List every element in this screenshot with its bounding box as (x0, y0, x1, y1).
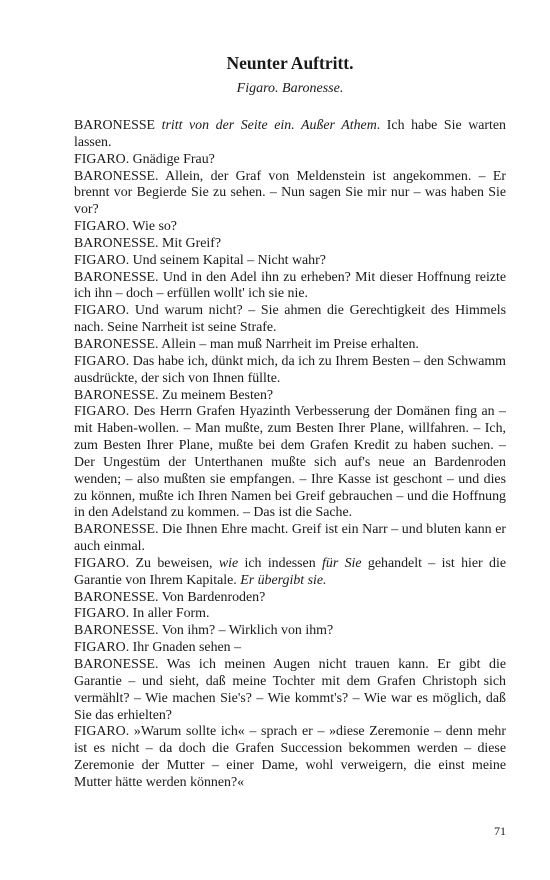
dialogue-text: BARONESSE. Von ihm? – Wirklich von ihm? (74, 623, 334, 639)
dialogue-text: FIGARO. Und seinem Kapital – Nicht wahr? (74, 252, 326, 268)
stage-direction: Er übergibt sie. (240, 572, 327, 588)
dialogue-text: FIGARO. Wie so? (74, 219, 177, 235)
dialogue-text: FIGARO. Und warum nicht? – Sie ahmen die Gerechtigkeit des Himmels nach. Seine Narrheit ist seine Strafe. (74, 303, 506, 336)
dialogue-text: FIGARO. Ihr Gnaden sehen – (74, 640, 242, 656)
dialogue-paragraph (74, 236, 506, 253)
dialogue-text: FIGARO. In aller Form. (74, 606, 210, 622)
dialogue-text: . Ich habe Sie warten lassen. (74, 118, 506, 150)
dialogue-paragraph (74, 640, 506, 657)
dialogue-text: ich indessen (238, 555, 323, 571)
page-number: 71 (494, 824, 506, 838)
page-content (74, 52, 506, 792)
dialogue-paragraph (74, 253, 506, 270)
dialogue-paragraph (74, 522, 506, 556)
dialogue-text: BARONESSE. Und in den Adel ihn zu erheben? Mit dieser Hoffnung reizte ich ihn – doch – erfüllen wollt' ich sie nie. (74, 269, 506, 302)
dialogue-text: BARONESSE. Mit Greif? (74, 235, 222, 251)
dialogue-text: BARONESSE. Allein, der Graf von Meldenstein ist angekommen. – Er brennt vor Begierde Sie zu sehen. – Nun sagen Sie mir nur – was haben Sie vor? (74, 168, 506, 218)
dialogue-text: FIGARO. Gnädige Frau? (74, 151, 215, 167)
dialogue-paragraph (74, 590, 506, 607)
dialogue-text: BARONESSE. Von Bardenroden? (74, 589, 266, 605)
dialogue-text: FIGARO. Das habe ich, dünkt mich, da ich zu Ihrem Besten – den Schwamm ausdrückte, der sich von Ihnen füllte. (74, 353, 506, 386)
dialogue-text: BARONESSE. Was ich meinen Augen nicht trauen kann. Er gibt die Garantie – und sieht, daß meine Tochter mit dem Grafen Christoph sich vermählt? – Wie machen Sie's? – Wie kommt's? – Wie war es möglich, daß Sie das erhielten? (74, 657, 506, 723)
dialogue-text: BARONESSE (74, 118, 162, 133)
stage-direction: tritt von der Seite ein. Außer Athem (161, 118, 377, 133)
stage-direction: wie (218, 555, 239, 571)
dialogue-paragraph (74, 623, 506, 640)
dialogue-paragraph (74, 388, 506, 405)
dialogue-body (74, 118, 506, 792)
dialogue-paragraph (74, 270, 506, 304)
dialogue-text: BARONESSE. Allein – man muß Narrheit im Preise erhalten. (74, 336, 419, 352)
scene-title: Neunter Auftritt. (226, 53, 354, 73)
scene-characters: Figaro. Baronesse. (236, 81, 344, 96)
dialogue-text: FIGARO. »Warum sollte ich« – sprach er – »diese Zeremonie – denn mehr ist es nicht – da doch die Grafen Succession bekommen werden – diese Zeremonie der Mutter – einer Dame, wohl verweigern, die einst meine Mutter hätte werden können?« (74, 724, 506, 790)
dialogue-paragraph (74, 404, 506, 522)
dialogue-text: FIGARO. Des Herrn Grafen Hyazinth Verbesserung der Domänen fing an – mit Haben-wollen. – Man mußte, zum Besten Ihrer Plane, willfahren. – Ich, zum Besten Ihrer Plane, mußte bei dem Grafen Kredit zu haben suchen. – Der Ungestüm der Unterthanen mußte sich auf's neue an Bardenroden wenden; – also mußten sie empfangen. – Ihre Kasse ist geschont – und dies zu können, mußte ich Ihren Namen bei Greif gebrauchen – und die Hoffnung in den Adelstand zu kommen. – Das ist die Sache. (74, 404, 506, 521)
dialogue-paragraph (74, 354, 506, 388)
dialogue-paragraph (74, 337, 506, 354)
dialogue-paragraph (74, 606, 506, 623)
dialogue-text: BARONESSE. Zu meinem Besten? (74, 387, 274, 403)
dialogue-paragraph (74, 303, 506, 337)
dialogue-text: BARONESSE. Die Ihnen Ehre macht. Greif ist ein Narr – und bluten kann er auch einmal. (74, 522, 506, 555)
dialogue-paragraph (74, 152, 506, 169)
dialogue-paragraph (74, 724, 506, 791)
dialogue-paragraph (74, 556, 506, 590)
dialogue-text: gehandelt – ist hier die Garantie von Ihrem Kapitale. (74, 555, 506, 588)
dialogue-text: FIGARO. Zu beweisen, (74, 555, 219, 571)
dialogue-paragraph (74, 219, 506, 236)
dialogue-paragraph (74, 657, 506, 724)
dialogue-paragraph (74, 169, 506, 220)
stage-direction: für Sie (322, 555, 362, 571)
dialogue-paragraph (74, 118, 506, 152)
